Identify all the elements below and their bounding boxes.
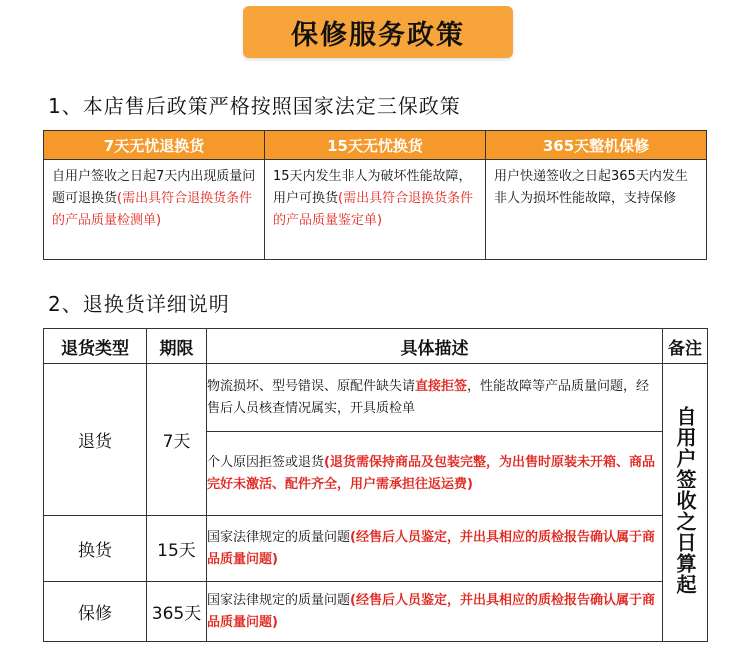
- table-row-return-1: [44, 364, 708, 432]
- header-desc: 具体描述: [207, 329, 663, 364]
- desc-red-text: (经售后人员鉴定，并出具相应的质检报告确认属于商品质量问题): [207, 529, 655, 567]
- policy-heading: 15天无忧换货: [265, 131, 485, 160]
- desc-text: 国家法律规定的质量问题: [207, 529, 351, 545]
- cell-period-exchange: 15天: [147, 516, 207, 582]
- table-header-row: [44, 329, 708, 364]
- policy-text: 15天内发生非人为破坏性能故障，用户可换货: [273, 169, 472, 206]
- page-title: 保修服务政策: [291, 19, 465, 51]
- note-vertical-text: 自用户签收之日算起: [673, 406, 697, 595]
- desc-text: 物流损坏、型号错误、原配件缺失请: [207, 378, 416, 394]
- title-banner: [243, 6, 513, 58]
- policy-note: (需出具符合退换货条件的产品质量鉴定单): [273, 191, 474, 228]
- table-row-warranty: [44, 582, 708, 642]
- cell-note: [663, 364, 708, 642]
- cell-desc-warranty: [207, 582, 663, 642]
- desc-red-text: (退货需保持商品及包装完整，为出售时原装未开箱、商品完好未激活、配件齐全，用户需承担往返运费): [207, 454, 655, 492]
- cell-desc-return-2: [207, 432, 663, 516]
- header-note: 备注: [663, 329, 708, 364]
- cell-desc-return-1: [207, 364, 663, 432]
- cell-type-exchange: 换货: [44, 516, 147, 582]
- section1-title: 1、本店售后政策严格按照国家法定三保政策: [48, 94, 461, 118]
- desc-text: ，性能故障等产品质量问题，经售后人员核查情况属实，开具质检单: [207, 378, 650, 416]
- cell-type-warranty: 保修: [44, 582, 147, 642]
- cell-type-return: 退货: [44, 364, 147, 516]
- cell-period-warranty: 365天: [147, 582, 207, 642]
- cell-period-return: 7天: [147, 364, 207, 516]
- policy-table: [43, 130, 707, 260]
- desc-text: 国家法律规定的质量问题: [207, 592, 351, 608]
- policy-column-15day: [265, 131, 486, 259]
- desc-text: 个人原因拒签或退货: [207, 454, 325, 470]
- detail-table: [43, 328, 708, 642]
- header-period: 期限: [147, 329, 207, 364]
- policy-body: [486, 160, 706, 214]
- policy-heading: 365天整机保修: [486, 131, 706, 160]
- policy-heading: 7天无忧退换货: [44, 131, 264, 160]
- cell-desc-exchange: [207, 516, 663, 582]
- desc-red-text: 直接拒签: [415, 378, 468, 394]
- desc-red-text: (经售后人员鉴定，并出具相应的质检报告确认属于商品质量问题): [207, 592, 655, 630]
- policy-text: 用户快递签收之日起365天内发生非人为损坏性能故障，支持保修: [494, 169, 688, 206]
- policy-text: 自用户签收之日起7天内出现质量问题可退换货: [52, 169, 256, 206]
- policy-body: [265, 160, 485, 236]
- section2-title: 2、退换货详细说明: [48, 292, 230, 316]
- policy-body: [44, 160, 264, 236]
- policy-column-365day: [486, 131, 706, 259]
- policy-note: (需出具符合退换货条件的产品质量检测单): [52, 191, 253, 228]
- table-row-exchange: [44, 516, 708, 582]
- policy-column-7day: [44, 131, 265, 259]
- header-type: 退货类型: [44, 329, 147, 364]
